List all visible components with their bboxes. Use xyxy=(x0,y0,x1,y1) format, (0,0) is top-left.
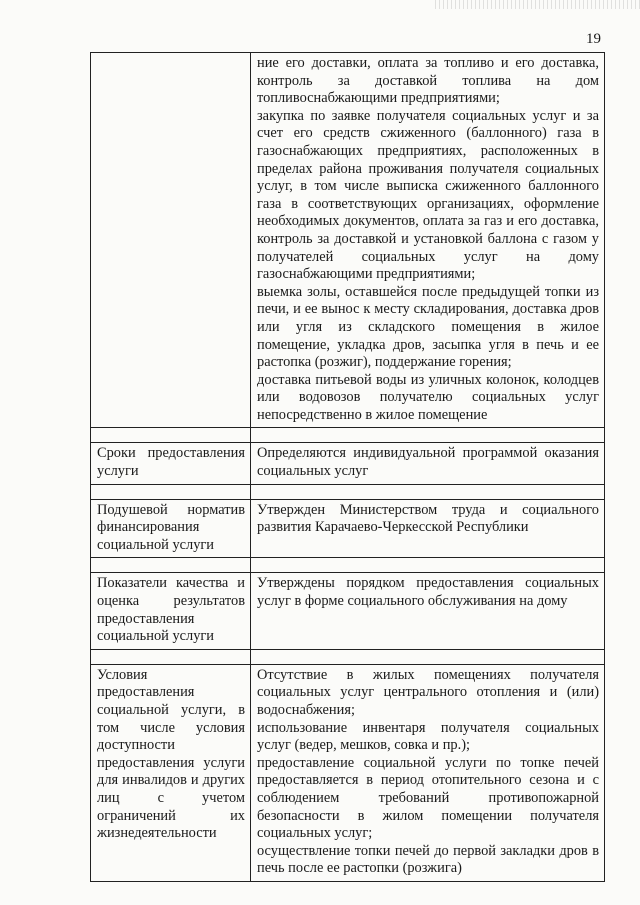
row-label: Показатели качества и оценка результатов предоставления социальной услуги xyxy=(91,573,251,649)
page-number: 19 xyxy=(586,31,601,47)
table-row xyxy=(91,53,605,428)
content-paragraph: ние его доставки, оплата за топливо и его доставка, контроль за доставкой топлива на дом топливоснабжающими предприятиями; xyxy=(257,55,599,107)
table-row xyxy=(91,573,605,649)
content-paragraph: выемка золы, оставшейся после предыдущей топки из печи, и ее вынос к месту складирования, доставка дров или угля из складского помещения в жилое помещение, укладка дров, засыпка угля в печь и ее растопка (розжиг), поддержание горения; xyxy=(257,283,599,371)
row-label: Сроки предоставления услуги xyxy=(91,443,251,484)
table-row xyxy=(91,664,605,881)
content-paragraph: Определяются индивидуальной программой оказания социальных услуг xyxy=(257,445,599,480)
row-content xyxy=(251,664,605,881)
row-content xyxy=(251,53,605,428)
row-label: Условия предоставления социальной услуги, в том числе условия доступности предоставления услуги для инвалидов и других лиц с учетом ограничений их жизнедеятельности xyxy=(91,664,251,881)
content-paragraph: осуществление топки печей до первой закладки дров в печь после ее растопки (розжига) xyxy=(257,842,599,877)
content-paragraph: предоставление социальной услуги по топке печей предоставляется в период отопительного сезона и с соблюдением требований противопожарной безопасности в жилом помещении получателя социальных услуг; xyxy=(257,754,599,842)
row-content xyxy=(251,443,605,484)
row-label: Подушевой норматив финансирования социальной услуги xyxy=(91,499,251,558)
row-label xyxy=(91,53,251,428)
content-paragraph: использование инвентаря получателя социальных услуг (ведер, мешков, совка и пр.); xyxy=(257,719,599,754)
services-table xyxy=(90,52,605,882)
content-paragraph: Утвержден Министерством труда и социального развития Карачаево-Черкесской Республики xyxy=(257,501,599,536)
content-paragraph: закупка по заявке получателя социальных услуг и за счет его средств сжиженного (баллонного) газа в газоснабжающих предприятиях, расположенных в пределах района проживания получателя социальных услуг, в том числе выписка сжиженного баллонного газа в соответствующих организациях, оформление необходимых документов, оплата за газ и его доставка, контроль за доставкой и установкой баллона с газом у получателей социальных услуг на дому газоснабжающими предприятиями; xyxy=(257,107,599,283)
table-row xyxy=(91,443,605,484)
row-content xyxy=(251,499,605,558)
content-paragraph: Отсутствие в жилых помещениях получателя социальных услуг центрального отопления и (или) водоснабжения; xyxy=(257,666,599,718)
row-content xyxy=(251,573,605,649)
table-row xyxy=(91,499,605,558)
content-paragraph: доставка питьевой воды из уличных колонок, колодцев или водовозов получателю социальных услуг непосредственно в жилое помещение xyxy=(257,371,599,423)
scan-artifact xyxy=(435,0,640,9)
content-paragraph: Утверждены порядком предоставления социальных услуг в форме социального обслуживания на дому xyxy=(257,575,599,610)
